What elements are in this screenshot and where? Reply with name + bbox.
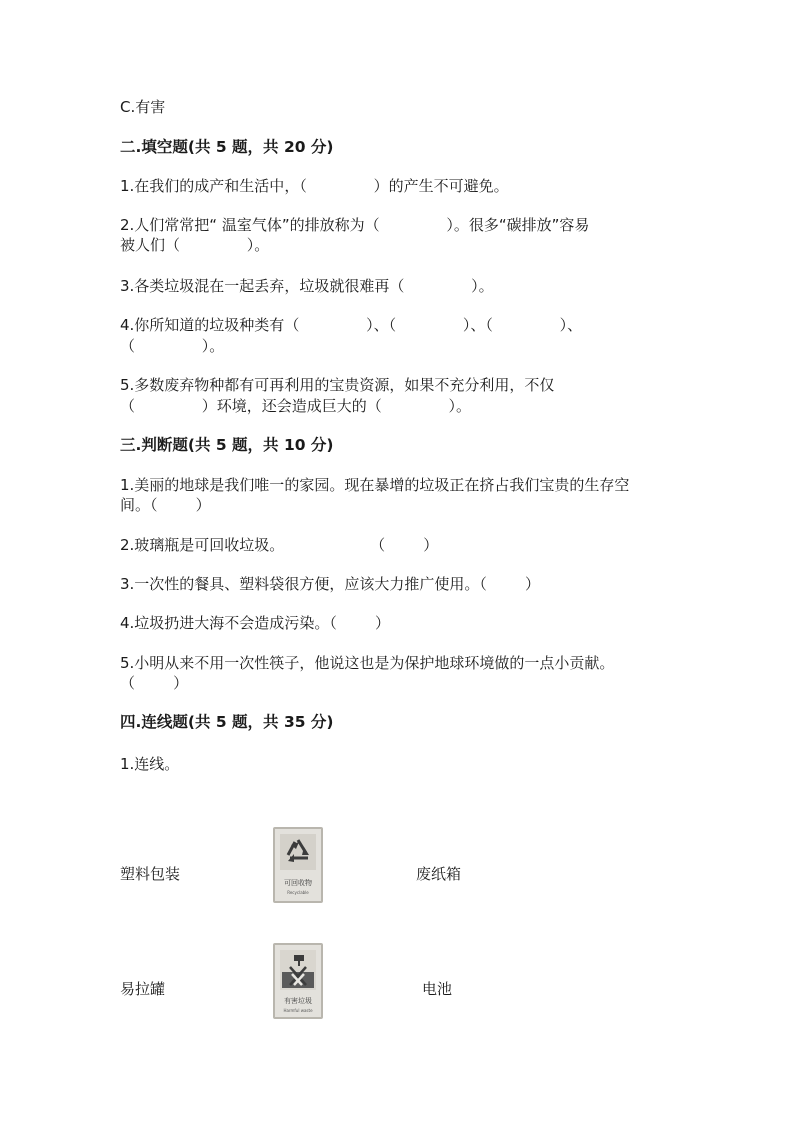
sign-sublabel: Harmful waste <box>283 1008 313 1013</box>
fill-question-3: 3.各类垃圾混在一起丢弃，垃圾就很难再（ ）。 <box>120 277 494 295</box>
match-right-item: 废纸箱 <box>416 865 462 883</box>
fill-question-4-line-1: 4.你所知道的垃圾种类有（ ）、（ ）、（ ）、 <box>120 316 583 334</box>
fill-question-4-line-2: （ ）。 <box>120 337 225 355</box>
match-question-1: 1.连线。 <box>120 755 180 773</box>
sign-label: 有害垃圾 <box>284 997 312 1005</box>
sign-sublabel: Recyclable <box>287 890 309 895</box>
section-title-fill: 二.填空题(共 5 题，共 20 分) <box>120 138 334 156</box>
recyclable-sign <box>273 827 323 903</box>
match-left-item: 塑料包装 <box>120 865 181 883</box>
judge-question-5-line-1: 5.小明从来不用一次性筷子，他说这也是为保护地球环境做的一点小贡献。 <box>120 654 615 672</box>
section-title-match: 四.连线题(共 5 题，共 35 分) <box>120 713 334 731</box>
fill-question-5-line-1: 5.多数废弃物种都有可再利用的宝贵资源，如果不充分利用，不仅 <box>120 376 555 394</box>
fill-question-1: 1.在我们的成产和生活中，（ ）的产生不可避免。 <box>120 177 509 195</box>
judge-question-1-line-2: 间。（ ） <box>120 496 211 514</box>
judge-question-3: 3.一次性的餐具、塑料袋很方便，应该大力推广使用。（ ） <box>120 575 540 593</box>
harmful-waste-icon <box>280 950 316 990</box>
fill-question-2-line-1: 2.人们常常把“ 温室气体”的排放称为（ ）。很多“碳排放”容易 <box>120 216 590 234</box>
judge-question-5-line-2: （ ） <box>120 674 189 692</box>
match-right-item: 电池 <box>422 980 453 998</box>
fill-question-5-line-2: （ ）环境，还会造成巨大的（ ）。 <box>120 397 472 415</box>
fill-question-2-line-2: 被人们（ ）。 <box>120 236 270 254</box>
sign-label: 可回收物 <box>284 879 312 887</box>
judge-question-2: 2.玻璃瓶是可回收垃圾。 （ ） <box>120 536 439 554</box>
match-left-item: 易拉罐 <box>120 980 166 998</box>
judge-question-1-line-1: 1.美丽的地球是我们唯一的家园。现在暴增的垃圾正在挤占我们宝贵的生存空 <box>120 476 630 494</box>
judge-question-4: 4.垃圾扔进大海不会造成污染。（ ） <box>120 614 390 632</box>
harmful-waste-sign <box>273 943 323 1019</box>
recycle-icon <box>280 834 316 870</box>
section-title-judge: 三.判断题(共 5 题，共 10 分) <box>120 436 334 454</box>
option-c: C.有害 <box>120 98 166 116</box>
